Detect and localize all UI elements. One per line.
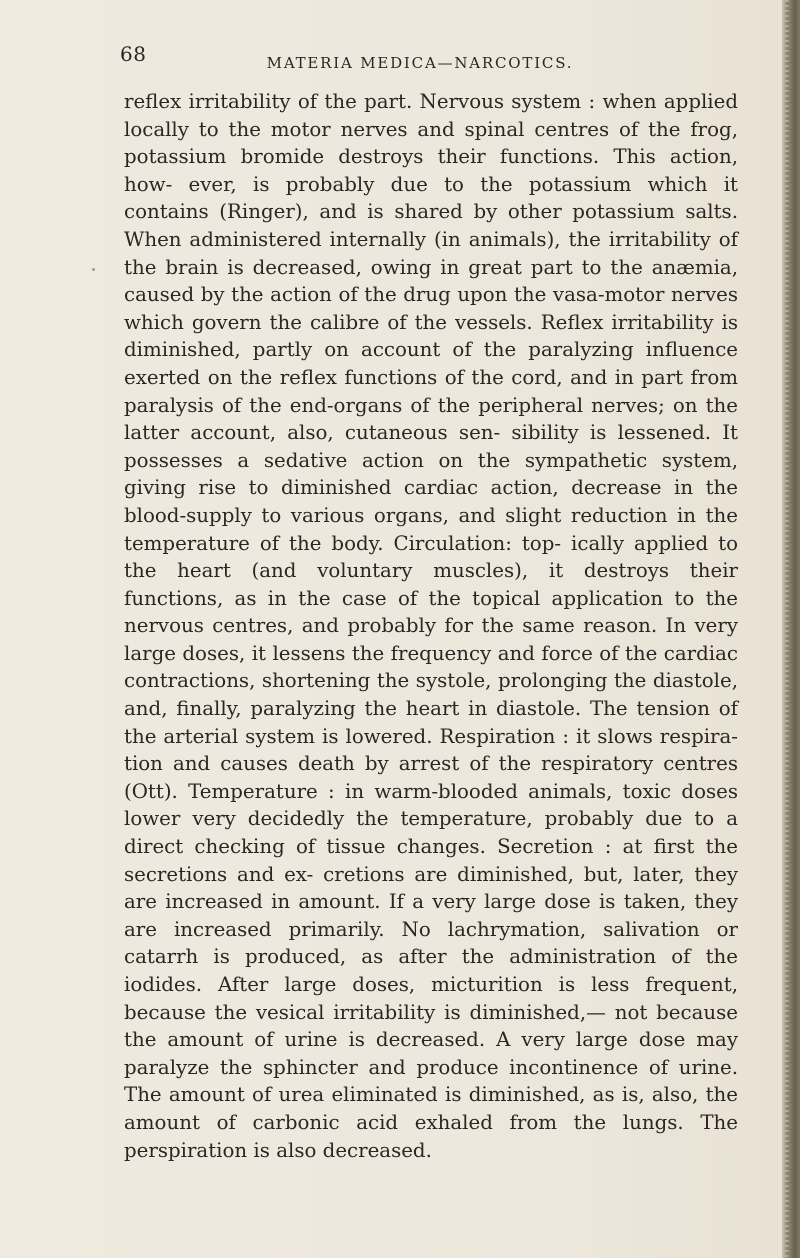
page-edge-shadow bbox=[782, 0, 800, 1258]
page-number: 68 bbox=[120, 42, 147, 66]
body-paragraph: reflex irritability of the part. Nervous system : when applied locally to the motor nerves and spinal centres of the frog, potassium bromide destroys their functions. This action, how- ever, is probably due to the potassium which it contains (Ringer), and is shared by other potassium salts. When administered internally (in animals), the irritability of the brain is decreased, owing in great part to the anæmia, caused by the action of the drug upon the vasa-motor nerves which govern the calibre of the vessels. Reflex irritability is diminished, partly on account of the paralyzing influence exerted on the reflex functions of the cord, and in part from paralysis of the end-organs of the peripheral nerves; on the latter account, also, cutaneous sen- sibility is lessened. It possesses a sedative action on the sympathetic system, giving rise to diminished cardiac action, decrease in the blood-supply to various organs, and slight reduction in the temperature of the body. Circulation: top- ically applied to the heart (and voluntary muscles), it destroys their functions, as in the case of the topical application to the nervous centres, and probably for the same reason. In very large doses, it lessens the frequency and force of the cardiac contractions, shortening the systole, prolonging the diastole, and, finally, paralyzing the heart in diastole. The tension of the arterial system is lowered. Respiration : it slows respira- tion and causes death by arrest of the respiratory centres (Ott). Temperature : in warm-blooded animals, toxic doses lower very decidedly the temperature, probably due to a direct checking of tissue changes. Secretion : at first the secretions and ex- cretions are diminished, but, later, they are increased in amount. If a very large dose is taken, they are increased primarily. No lachrymation, salivation or catarrh is produced, as after the administration of the iodides. After large doses, micturition is less frequent, because the vesical irritability is diminished,— not because the amount of urine is decreased. A very large dose may paralyze the sphincter and produce incontinence of urine. The amount of urea eliminated is diminished, as is, also, the amount of carbonic acid exhaled from the lungs. The perspiration is also decreased. bbox=[124, 90, 738, 1162]
paper-speck bbox=[92, 268, 95, 271]
running-title: MATERIA MEDICA—NARCOTICS. bbox=[266, 54, 574, 72]
page-header bbox=[120, 42, 760, 82]
